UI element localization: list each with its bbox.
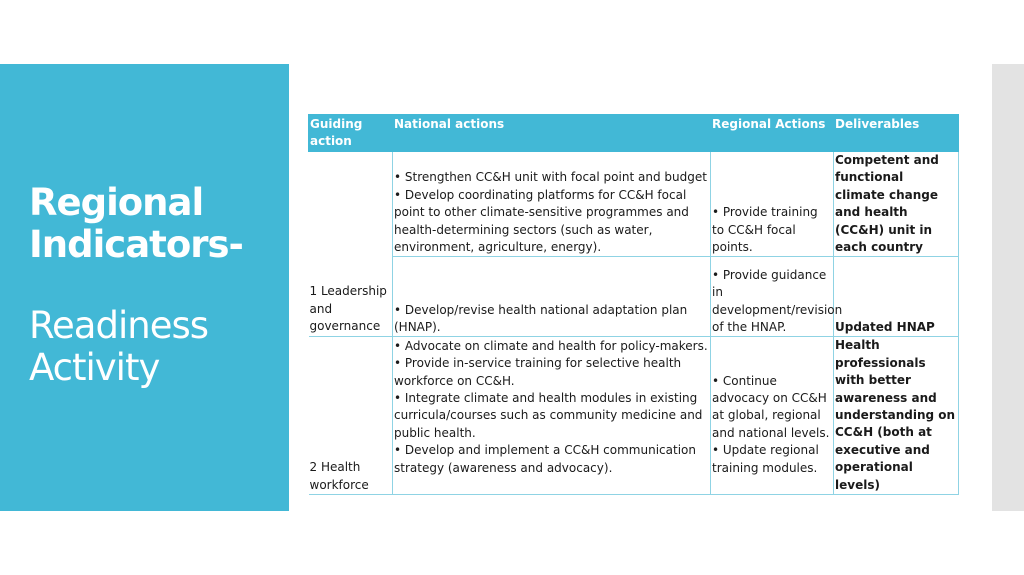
table-header-row (309, 115, 959, 152)
national-action-item: • Integrate climate and health modules in existing curricula/courses such as community medicine and public health. (394, 391, 703, 440)
title-panel (0, 64, 289, 511)
slide-subtitle-line-2: Activity (29, 346, 160, 389)
table-row (309, 257, 959, 337)
regional-actions-cell (711, 257, 843, 337)
header-regional-actions: Regional Actions (711, 115, 834, 152)
table-row (309, 337, 959, 495)
slide-title (29, 182, 284, 266)
deliverable-cell: Updated HNAP (834, 257, 959, 337)
slide-subtitle-line-1: Readiness (29, 304, 209, 347)
header-deliverables: Deliverables (834, 115, 959, 152)
header-guiding-action: Guiding action (309, 115, 393, 152)
deliverable-cell: Health professionals with better awareness and understanding on CC&H (both at executive and operational levels) (834, 337, 959, 495)
national-actions-cell (393, 337, 711, 495)
regional-action-item: • Provide guidance in development/revision of the HNAP. (712, 267, 843, 335)
national-action-item: • Develop and implement a CC&H communication strategy (awareness and advocacy). (394, 443, 696, 475)
national-action-item: • Develop/revise health national adaptation plan (HNAP). (394, 302, 688, 335)
table-row (309, 152, 959, 257)
guiding-action-cell: 1 Leadership and governance (309, 152, 393, 337)
national-action-item: • Provide in-service training for selective health workforce on CC&H. (394, 356, 682, 388)
regional-actions-cell (711, 337, 834, 495)
indicators-table (308, 114, 959, 495)
regional-action-item: • Continue advocacy on CC&H at global, regional and national levels. (712, 373, 830, 440)
national-action-item: • Strengthen CC&H unit with focal point and budget (394, 170, 707, 185)
slide-subtitle (29, 305, 284, 389)
guiding-action-cell: 2 Health workforce (309, 337, 393, 495)
header-national-actions: National actions (393, 115, 711, 152)
slide-title-line-1: Regional (29, 181, 204, 224)
regional-actions-cell (711, 152, 834, 257)
regional-action-item: • Update regional training modules. (712, 443, 819, 475)
vertical-scrollbar[interactable] (992, 64, 1024, 511)
national-action-item: • Develop coordinating platforms for CC&H focal point to other climate-sensitive programmes and health-determining sectors (such as water, environment, agriculture, energy). (394, 187, 689, 255)
regional-action-item: • Provide training to CC&H focal points. (712, 205, 818, 255)
national-action-item: • Advocate on climate and health for policy-makers. (394, 338, 708, 353)
slide-title-line-2: Indicators- (29, 223, 243, 266)
deliverable-cell: Competent and functional climate change and health (CC&H) unit in each country (834, 152, 959, 257)
national-actions-cell (393, 257, 711, 337)
national-actions-cell (393, 152, 711, 257)
